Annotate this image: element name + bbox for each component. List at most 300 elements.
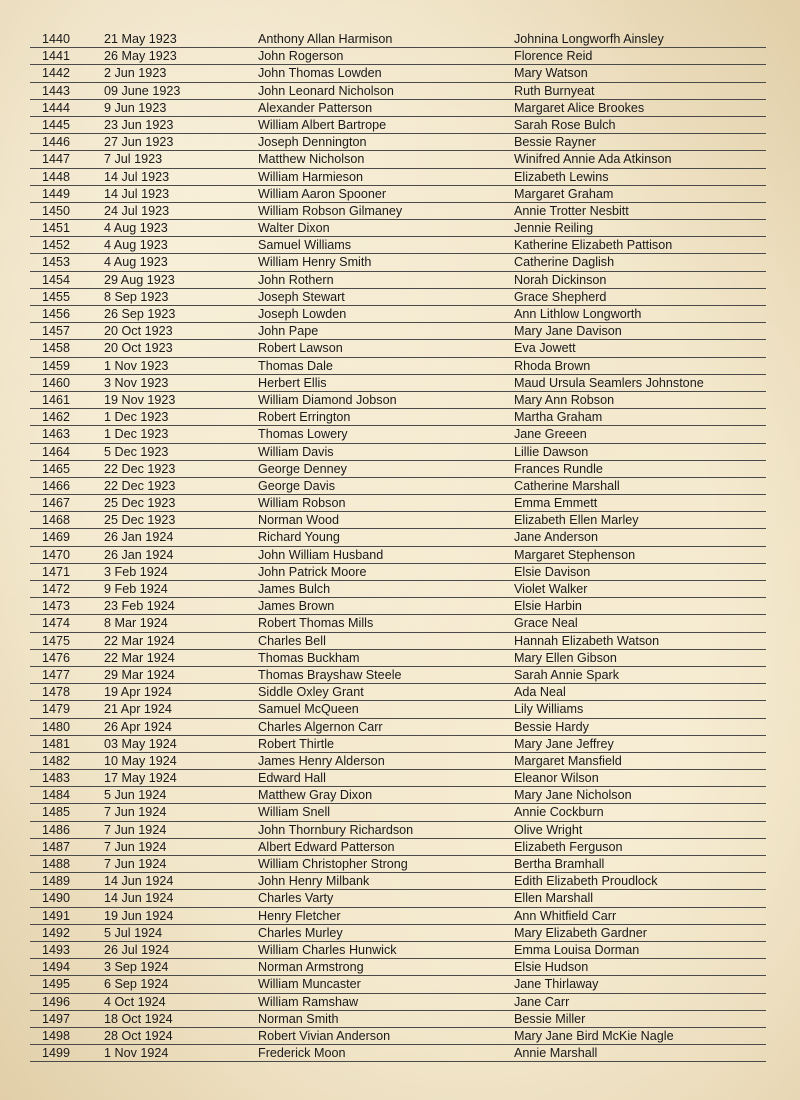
groom-name: Joseph Lowden [258, 307, 347, 321]
entry-number: 1466 [42, 478, 71, 493]
marriage-date: 7 Jun 1924 [104, 822, 167, 837]
groom-name: Norman Smith [258, 1011, 339, 1026]
table-row [30, 650, 766, 667]
bride-name: Jennie Reiling [514, 221, 594, 236]
entry-number: 1483 [42, 771, 71, 786]
groom-name: Samuel McQueen [258, 702, 359, 717]
bride-name: Florence Reid [514, 49, 593, 64]
bride-name: Johnina Longworfh Ainsley [514, 32, 664, 46]
entry-number: 1440 [42, 32, 71, 46]
entry-number: 1442 [42, 66, 71, 81]
groom-name: Charles Varty [258, 891, 334, 906]
marriage-date: 7 Jul 1923 [104, 152, 163, 167]
bride-name: Jane Carr [514, 994, 570, 1009]
bride-name: Ada Neal [514, 685, 566, 700]
table-row [30, 426, 766, 443]
groom-name: Charles Murley [258, 925, 343, 940]
groom-name: John Henry Milbank [258, 874, 370, 889]
marriage-date: 4 Oct 1924 [104, 994, 166, 1009]
marriage-date: 1 Nov 1923 [104, 358, 169, 373]
marriage-date: 7 Jun 1924 [104, 839, 167, 854]
entry-number: 1473 [42, 599, 71, 614]
table-row [30, 615, 766, 632]
entry-number: 1455 [42, 289, 71, 304]
bride-name: Bessie Miller [514, 1011, 586, 1026]
entry-number: 1450 [42, 203, 71, 218]
entry-number: 1477 [42, 667, 71, 682]
table-row [30, 1028, 766, 1045]
bride-name: Mary Ann Robson [514, 392, 615, 407]
entry-number: 1469 [42, 530, 71, 545]
marriage-date: 10 May 1924 [104, 753, 177, 768]
table-row [30, 925, 766, 942]
bride-name: Bessie Hardy [514, 719, 589, 734]
table-row [30, 306, 766, 323]
marriage-date: 03 May 1924 [104, 736, 177, 751]
groom-name: Frederick Moon [258, 1046, 346, 1061]
groom-name: James Henry Alderson [258, 753, 385, 768]
bride-name: Bessie Rayner [514, 135, 596, 150]
bride-name: Mary Ellen Gibson [514, 650, 617, 665]
bride-name: Elizabeth Ellen Marley [514, 513, 639, 528]
groom-name: Joseph Dennington [258, 135, 367, 150]
groom-name: Matthew Gray Dixon [258, 788, 373, 803]
marriage-date: 3 Sep 1924 [104, 960, 169, 975]
table-row [30, 495, 766, 512]
table-row [30, 323, 766, 340]
entry-number: 1493 [42, 942, 71, 957]
table-row [30, 83, 766, 100]
table-row [30, 169, 766, 186]
groom-name: Anthony Allan Harmison [258, 32, 393, 46]
entry-number: 1465 [42, 461, 71, 476]
table-row [30, 48, 766, 65]
bride-name: Olive Wright [514, 822, 583, 837]
marriage-date: 20 Oct 1923 [104, 341, 173, 356]
table-row [30, 753, 766, 770]
bride-name: Sarah Annie Spark [514, 667, 620, 682]
groom-name: Herbert Ellis [258, 375, 327, 390]
table-row [30, 719, 766, 736]
groom-name: William Christopher Strong [258, 857, 408, 871]
groom-name: Charles Algernon Carr [258, 719, 383, 734]
entry-number: 1463 [42, 427, 71, 442]
groom-name: Thomas Brayshaw Steele [258, 667, 402, 682]
marriage-date: 25 Dec 1923 [104, 513, 176, 528]
groom-name: William Muncaster [258, 977, 361, 992]
entry-number: 1479 [42, 702, 71, 717]
bride-name: Catherine Daglish [514, 255, 615, 270]
groom-name: Norman Wood [258, 513, 339, 528]
bride-name: Ruth Burnyeat [514, 83, 595, 98]
groom-name: George Denney [258, 461, 347, 476]
marriage-date: 1 Dec 1923 [104, 410, 169, 425]
bride-name: Bertha Bramhall [514, 857, 605, 871]
entry-number: 1496 [42, 994, 71, 1009]
bride-name: Jane Thirlaway [514, 977, 599, 992]
table-row [30, 684, 766, 701]
groom-name: William Charles Hunwick [258, 942, 397, 957]
entry-number: 1475 [42, 633, 71, 648]
groom-name: William Henry Smith [258, 255, 372, 270]
marriage-date: 5 Jun 1924 [104, 788, 167, 803]
marriage-date: 4 Aug 1923 [104, 238, 168, 253]
groom-name: James Brown [258, 599, 335, 614]
marriage-date: 18 Oct 1924 [104, 1011, 173, 1026]
bride-name: Eleanor Wilson [514, 771, 599, 786]
entry-number: 1481 [42, 736, 71, 751]
marriage-date: 3 Feb 1924 [104, 564, 168, 579]
bride-name: Lily Williams [514, 702, 584, 717]
marriage-date: 23 Jun 1923 [104, 117, 174, 132]
entry-number: 1441 [42, 49, 71, 64]
marriage-date: 22 Dec 1923 [104, 478, 176, 493]
bride-name: Mary Jane Nicholson [514, 788, 632, 803]
bride-name: Emma Louisa Dorman [514, 942, 640, 957]
table-row [30, 100, 766, 117]
bride-name: Martha Graham [514, 410, 603, 425]
table-row [30, 839, 766, 856]
bride-name: Jane Greeen [514, 427, 587, 442]
groom-name: John Rothern [258, 272, 334, 287]
table-row [30, 203, 766, 220]
entry-number: 1458 [42, 341, 71, 356]
table-row [30, 976, 766, 993]
groom-name: Robert Errington [258, 410, 351, 425]
entry-number: 1499 [42, 1046, 71, 1061]
groom-name: William Aaron Spooner [258, 186, 387, 201]
groom-name: Edward Hall [258, 771, 326, 786]
table-row [30, 667, 766, 684]
bride-name: Katherine Elizabeth Pattison [514, 238, 673, 253]
marriage-date: 26 Jan 1924 [104, 530, 174, 545]
table-row [30, 478, 766, 495]
entry-number: 1478 [42, 685, 71, 700]
bride-name: Margaret Alice Brookes [514, 100, 645, 115]
entry-number: 1445 [42, 117, 71, 132]
bride-name: Catherine Marshall [514, 478, 620, 493]
table-row [30, 804, 766, 821]
marriage-date: 17 May 1924 [104, 771, 177, 786]
table-row [30, 186, 766, 203]
marriage-date: 22 Dec 1923 [104, 461, 176, 476]
bride-name: Annie Marshall [514, 1046, 598, 1061]
marriage-date: 2 Jun 1923 [104, 66, 167, 81]
entry-number: 1461 [42, 392, 71, 407]
table-row [30, 31, 766, 48]
bride-name: Violet Walker [514, 582, 588, 596]
table-row [30, 1045, 766, 1062]
groom-name: William Ramshaw [258, 994, 359, 1009]
marriage-date: 14 Jul 1923 [104, 186, 170, 201]
bride-name: Edith Elizabeth Proudlock [514, 874, 658, 889]
entry-number: 1468 [42, 513, 71, 528]
marriage-date: 7 Jun 1924 [104, 857, 167, 871]
bride-name: Emma Emmett [514, 496, 598, 511]
groom-name: Charles Bell [258, 633, 326, 648]
groom-name: George Davis [258, 478, 335, 493]
groom-name: Richard Young [258, 530, 340, 545]
bride-name: Mary Jane Davison [514, 324, 622, 339]
entry-number: 1464 [42, 444, 71, 459]
bride-name: Lillie Dawson [514, 444, 589, 459]
bride-name: Margaret Graham [514, 186, 614, 201]
bride-name: Annie Trotter Nesbitt [514, 203, 629, 218]
groom-name: Siddle Oxley Grant [258, 685, 364, 700]
table-row [30, 289, 766, 306]
marriage-date: 19 Apr 1924 [104, 685, 172, 700]
marriage-date: 21 Apr 1924 [104, 702, 172, 717]
bride-name: Mary Jane Bird McKie Nagle [514, 1028, 674, 1043]
marriage-date: 4 Aug 1923 [104, 255, 168, 270]
bride-name: Mary Watson [514, 66, 588, 81]
entry-number: 1459 [42, 358, 71, 373]
groom-name: John Patrick Moore [258, 564, 367, 579]
groom-name: John William Husband [258, 547, 384, 562]
entry-number: 1471 [42, 564, 71, 579]
groom-name: John Thornbury Richardson [258, 822, 414, 837]
entry-number: 1492 [42, 925, 71, 940]
table-row [30, 272, 766, 289]
table-row [30, 340, 766, 357]
entry-number: 1482 [42, 753, 71, 768]
table-row [30, 358, 766, 375]
marriage-date: 22 Mar 1924 [104, 650, 175, 665]
table-row [30, 581, 766, 598]
groom-name: Walter Dixon [258, 221, 330, 236]
groom-name: Alexander Patterson [258, 100, 373, 115]
groom-name: Thomas Buckham [258, 650, 360, 665]
marriage-date: 9 Feb 1924 [104, 582, 168, 596]
bride-name: Mary Elizabeth Gardner [514, 925, 647, 940]
table-row [30, 598, 766, 615]
table-row [30, 994, 766, 1011]
entry-number: 1446 [42, 135, 71, 150]
groom-name: William Snell [258, 805, 331, 820]
bride-name: Grace Neal [514, 616, 578, 631]
marriage-date: 23 Feb 1924 [104, 599, 175, 614]
marriage-date: 1 Nov 1924 [104, 1046, 169, 1061]
groom-name: Matthew Nicholson [258, 152, 365, 167]
entry-number: 1449 [42, 186, 71, 201]
table-row [30, 890, 766, 907]
entry-number: 1486 [42, 822, 71, 837]
bride-name: Rhoda Brown [514, 358, 591, 373]
table-row [30, 908, 766, 925]
table-row [30, 444, 766, 461]
table-row [30, 959, 766, 976]
bride-name: Mary Jane Jeffrey [514, 736, 614, 751]
groom-name: John Pape [258, 324, 319, 339]
entry-number: 1448 [42, 169, 71, 184]
groom-name: Robert Thirtle [258, 736, 335, 751]
groom-name: John Thomas Lowden [258, 66, 382, 81]
marriage-date: 29 Mar 1924 [104, 667, 175, 682]
marriage-date: 7 Jun 1924 [104, 805, 167, 820]
table-row [30, 701, 766, 718]
entry-number: 1474 [42, 616, 71, 631]
entry-number: 1460 [42, 375, 71, 390]
marriage-date: 21 May 1923 [104, 32, 177, 46]
marriage-date: 29 Aug 1923 [104, 272, 175, 287]
bride-name: Frances Rundle [514, 461, 603, 476]
table-row [30, 529, 766, 546]
entry-number: 1467 [42, 496, 71, 511]
groom-name: William Albert Bartrope [258, 117, 387, 132]
entry-number: 1490 [42, 891, 71, 906]
table-row [30, 134, 766, 151]
table-row [30, 151, 766, 168]
entry-number: 1476 [42, 650, 71, 665]
marriage-date: 8 Mar 1924 [104, 616, 168, 631]
marriage-date: 5 Dec 1923 [104, 444, 169, 459]
bride-name: Ann Lithlow Longworth [514, 307, 642, 321]
marriage-date: 14 Jun 1924 [104, 891, 174, 906]
bride-name: Annie Cockburn [514, 805, 604, 820]
entry-number: 1447 [42, 152, 71, 167]
groom-name: William Davis [258, 444, 334, 459]
table-row [30, 65, 766, 82]
bride-name: Margaret Mansfield [514, 753, 622, 768]
groom-name: Norman Armstrong [258, 960, 364, 975]
bride-name: Elizabeth Ferguson [514, 839, 623, 854]
table-row [30, 237, 766, 254]
entry-number: 1498 [42, 1028, 71, 1043]
marriage-register-table [30, 31, 766, 1062]
groom-name: William Harmieson [258, 169, 363, 184]
entry-number: 1495 [42, 977, 71, 992]
entry-number: 1497 [42, 1011, 71, 1026]
groom-name: William Diamond Jobson [258, 392, 397, 407]
table-row [30, 822, 766, 839]
groom-name: Robert Lawson [258, 341, 343, 356]
marriage-date: 24 Jul 1923 [104, 203, 170, 218]
marriage-date: 22 Mar 1924 [104, 633, 175, 648]
entry-number: 1451 [42, 221, 71, 236]
entry-number: 1443 [42, 83, 71, 98]
marriage-date: 3 Nov 1923 [104, 375, 169, 390]
marriage-date: 28 Oct 1924 [104, 1028, 173, 1043]
groom-name: William Robson Gilmaney [258, 203, 403, 218]
entry-number: 1444 [42, 100, 71, 115]
groom-name: Henry Fletcher [258, 908, 341, 923]
bride-name: Ellen Marshall [514, 891, 594, 906]
table-row [30, 375, 766, 392]
table-row [30, 461, 766, 478]
entry-number: 1457 [42, 324, 71, 339]
bride-name: Hannah Elizabeth Watson [514, 633, 660, 648]
groom-name: Joseph Stewart [258, 289, 345, 304]
marriage-date: 26 Jul 1924 [104, 942, 170, 957]
entry-number: 1470 [42, 547, 71, 562]
entry-number: 1472 [42, 582, 71, 596]
marriage-date: 19 Jun 1924 [104, 908, 174, 923]
entry-number: 1487 [42, 839, 71, 854]
entry-number: 1494 [42, 960, 71, 975]
bride-name: Ann Whitfield Carr [514, 908, 617, 923]
entry-number: 1452 [42, 238, 71, 253]
marriage-date: 14 Jun 1924 [104, 874, 174, 889]
marriage-date: 27 Jun 1923 [104, 135, 174, 150]
entry-number: 1480 [42, 719, 71, 734]
entry-number: 1485 [42, 805, 71, 820]
table-row [30, 633, 766, 650]
marriage-date: 20 Oct 1923 [104, 324, 173, 339]
bride-name: Elsie Davison [514, 564, 591, 579]
marriage-date: 1 Dec 1923 [104, 427, 169, 442]
groom-name: Robert Thomas Mills [258, 616, 374, 631]
table-row [30, 736, 766, 753]
table-row [30, 512, 766, 529]
bride-name: Grace Shepherd [514, 289, 607, 304]
groom-name: John Leonard Nicholson [258, 83, 394, 98]
marriage-date: 26 Jan 1924 [104, 547, 174, 562]
bride-name: Elsie Harbin [514, 599, 582, 614]
marriage-date: 14 Jul 1923 [104, 169, 170, 184]
bride-name: Elsie Hudson [514, 960, 589, 975]
table-row [30, 942, 766, 959]
bride-name: Maud Ursula Seamlers Johnstone [514, 375, 704, 390]
groom-name: Robert Vivian Anderson [258, 1028, 391, 1043]
groom-name: Albert Edward Patterson [258, 839, 395, 854]
marriage-date: 9 Jun 1923 [104, 100, 167, 115]
groom-name: Thomas Lowery [258, 427, 348, 442]
groom-name: Thomas Dale [258, 358, 333, 373]
marriage-date: 26 Apr 1924 [104, 719, 172, 734]
table-row [30, 220, 766, 237]
bride-name: Jane Anderson [514, 530, 599, 545]
marriage-date: 5 Jul 1924 [104, 925, 163, 940]
table-row [30, 564, 766, 581]
table-row [30, 254, 766, 271]
groom-name: James Bulch [258, 582, 331, 596]
bride-name: Norah Dickinson [514, 272, 607, 287]
marriage-date: 8 Sep 1923 [104, 289, 169, 304]
entry-number: 1456 [42, 307, 71, 321]
groom-name: Samuel Williams [258, 238, 352, 253]
table-row [30, 770, 766, 787]
table-row [30, 409, 766, 426]
table-row [30, 1011, 766, 1028]
entry-number: 1491 [42, 908, 71, 923]
table-row [30, 873, 766, 890]
entry-number: 1454 [42, 272, 71, 287]
marriage-date: 19 Nov 1923 [104, 392, 176, 407]
bride-name: Winifred Annie Ada Atkinson [514, 152, 672, 167]
groom-name: John Rogerson [258, 49, 344, 64]
bride-name: Sarah Rose Bulch [514, 117, 616, 132]
table-row [30, 392, 766, 409]
table-row [30, 787, 766, 804]
table-row [30, 856, 766, 873]
table-row [30, 117, 766, 134]
entry-number: 1453 [42, 255, 71, 270]
bride-name: Margaret Stephenson [514, 547, 636, 562]
entry-number: 1488 [42, 857, 71, 871]
marriage-date: 26 Sep 1923 [104, 307, 176, 321]
table-row [30, 547, 766, 564]
bride-name: Elizabeth Lewins [514, 169, 609, 184]
groom-name: William Robson [258, 496, 346, 511]
marriage-date: 6 Sep 1924 [104, 977, 169, 992]
entry-number: 1462 [42, 410, 71, 425]
marriage-date: 4 Aug 1923 [104, 221, 168, 236]
bride-name: Eva Jowett [514, 341, 576, 356]
marriage-date: 09 June 1923 [104, 83, 181, 98]
entry-number: 1489 [42, 874, 71, 889]
marriage-date: 26 May 1923 [104, 49, 177, 64]
entry-number: 1484 [42, 788, 71, 803]
